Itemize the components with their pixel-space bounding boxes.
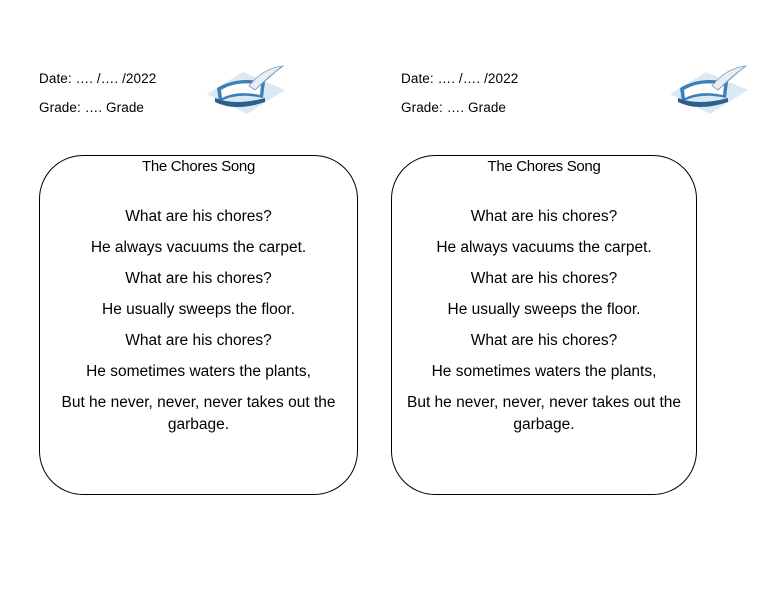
- song-lyrics: [402, 206, 686, 445]
- lyric-line: But he never, never, never takes out the garbage.: [61, 394, 336, 433]
- lyric-line: He usually sweeps the floor.: [447, 301, 641, 318]
- song-title: The Chores Song: [487, 158, 601, 175]
- lyric-line: What are his chores?: [125, 208, 272, 225]
- song-card: [391, 155, 697, 495]
- school-logo-icon: [203, 58, 289, 120]
- lyric-line: He usually sweeps the floor.: [102, 301, 295, 318]
- lyric-line: He sometimes waters the plants,: [86, 363, 311, 380]
- grade-line: Grade: …. Grade: [401, 100, 507, 115]
- song-lyrics: [50, 206, 347, 445]
- grade-line: Grade: …. Grade: [39, 100, 145, 115]
- lyric-line: What are his chores?: [470, 208, 618, 225]
- lyric-line: What are his chores?: [470, 332, 618, 349]
- lyric-line: What are his chores?: [470, 270, 618, 287]
- date-line: Date: …. /…. /2022: [401, 71, 519, 86]
- lyric-line: He always vacuums the carpet.: [90, 239, 307, 256]
- lyric-line: But he never, never, never takes out the garbage.: [406, 394, 681, 433]
- lyric-line: What are his chores?: [125, 332, 272, 349]
- lyric-line: What are his chores?: [125, 270, 272, 287]
- song-card: [39, 155, 358, 495]
- school-logo-icon: [666, 58, 752, 120]
- worksheet-left: [0, 0, 380, 594]
- lyric-line: He sometimes waters the plants,: [431, 363, 657, 380]
- lyric-line: He always vacuums the carpet.: [436, 239, 652, 256]
- date-line: Date: …. /…. /2022: [39, 71, 157, 86]
- song-title: The Chores Song: [141, 158, 256, 175]
- worksheet-right: [380, 0, 768, 594]
